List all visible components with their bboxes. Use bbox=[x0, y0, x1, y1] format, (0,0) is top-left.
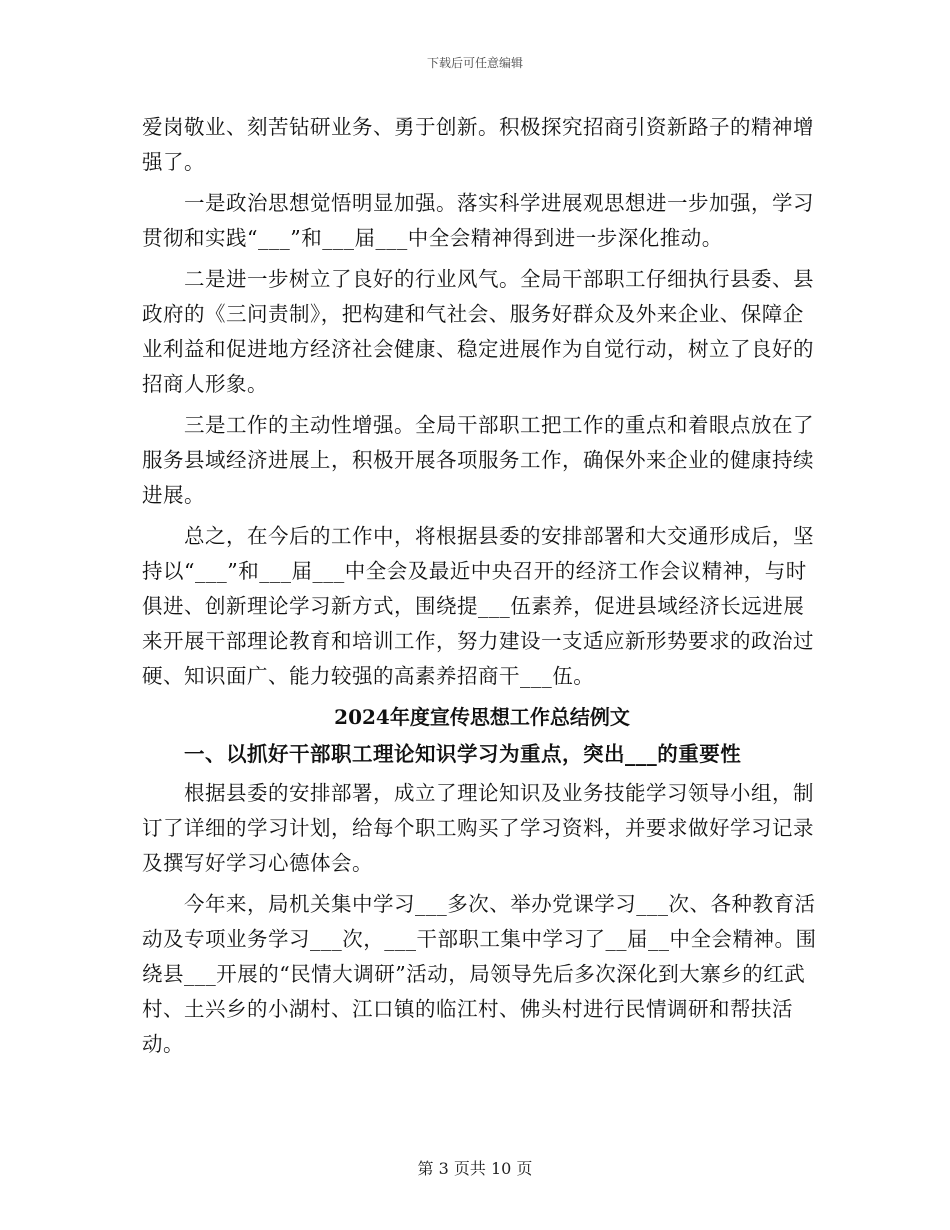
page-footer: 第 3 页共 10 页 bbox=[417, 1159, 533, 1178]
paragraph: 三是工作的主动性增强。全局干部职工把工作的重点和着眼点放在了服务县域经济进展上，积极开展各项服务工作，确保外来企业的健康持续进展。 bbox=[142, 413, 814, 507]
paragraph: 今年来，局机关集中学习___多次、举办党课学习___次、各种教育活动及专项业务学习___次，___干部职工集中学习了__届__中全会精神。围绕县___开展的“民情大调研”活动，局领导先后多次深化到大寨乡的红武村、土兴乡的小湖村、江口镇的临江村、佛头村进行民情调研和帮扶活动。 bbox=[142, 892, 817, 1056]
paragraph: 二是进一步树立了良好的行业风气。全局干部职工仔细执行县委、县政府的《三问责制》，把构建和气社会、服务好群众及外来企业、保障企业利益和促进地方经济社会健康、稳定进展作为自觉行动，树立了良好的招商人形象。 bbox=[142, 267, 814, 396]
paragraph: 一是政治思想觉悟明显加强。落实科学进展观思想进一步加强，学习贯彻和实践“___”和___届___中全会精神得到进一步深化推动。 bbox=[142, 191, 814, 250]
document-body bbox=[142, 110, 822, 1068]
paragraph: 总之，在今后的工作中，将根据县委的安排部署和大交通形成后，坚持以“___”和___届___中全会及最近中央召开的经济工作会议精神，与时俱进、创新理论学习新方式，围绕提___伍素养，促进县域经济长远进展来开展干部理论教育和培训工作，努力建设一支适应新形势要求的政治过硬、知识面广、能力较强的高素养招商干___伍。 bbox=[142, 524, 814, 688]
paragraph: 根据县委的安排部署，成立了理论知识及业务技能学习领导小组，制订了详细的学习计划，给每个职工购买了学习资料，并要求做好学习记录及撰写好学习心德体会。 bbox=[142, 781, 814, 875]
document-title: 2024年度宣传思想工作总结例文 bbox=[334, 705, 630, 729]
section-heading: 一、以抓好干部职工理论知识学习为重点，突出___的重要性 bbox=[184, 742, 742, 766]
paragraph: 爱岗敬业、刻苦钻研业务、勇于创新。积极探究招商引资新路子的精神增强了。 bbox=[142, 115, 814, 174]
page-header: 下载后可任意编辑 bbox=[426, 56, 523, 70]
